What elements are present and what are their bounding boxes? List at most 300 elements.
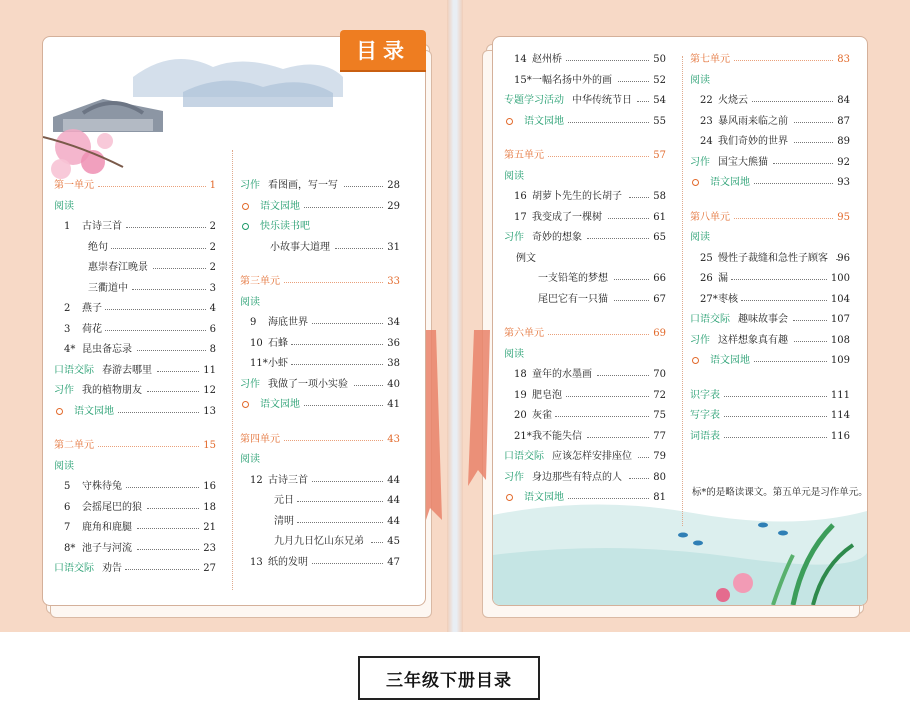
page-number: 75: [653, 410, 666, 421]
entry-label: 荷花: [82, 323, 102, 335]
toc-entry: [690, 251, 850, 267]
page-number: 87: [837, 115, 850, 127]
entry-label: 奇妙的想象: [532, 232, 582, 243]
entry-label: 第一单元: [54, 180, 94, 191]
entry-label: 昆虫备忘录: [82, 344, 132, 355]
bookmark-ribbon-right: [466, 330, 492, 490]
leader-dots: [836, 259, 840, 260]
toc-entry: [504, 271, 666, 287]
entry-label: 第七单元: [690, 54, 730, 65]
leader-dots: [297, 522, 383, 523]
toc-entry: [690, 353, 850, 369]
lesson-number: 4*: [64, 344, 76, 355]
lesson-number: 22: [700, 95, 713, 106]
entry-label: 纸的发明: [268, 556, 308, 568]
entry-label: 惠崇春江晚景: [88, 262, 148, 273]
leader-dots: [126, 227, 206, 228]
toc-entry: [54, 363, 216, 379]
leader-dots: [312, 563, 383, 564]
entry-label: 阅读: [240, 454, 260, 465]
leader-dots: [614, 279, 650, 280]
page-number: 29: [387, 200, 400, 212]
lesson-number: 11*: [250, 358, 268, 369]
page-number: 2: [209, 262, 216, 273]
entry-label: 语文园地: [74, 405, 114, 417]
lesson-number: 10: [250, 337, 263, 349]
lesson-number: 18: [514, 369, 527, 380]
leader-dots: [794, 341, 827, 342]
page-number: 108: [830, 334, 850, 346]
leader-dots: [344, 186, 384, 187]
toc-entry: [54, 219, 216, 235]
entry-tag: 口语交际: [690, 314, 730, 325]
page-number: 40: [387, 378, 400, 390]
toc-entry: [54, 404, 216, 420]
toc-entry: [504, 114, 666, 130]
leader-dots: [132, 289, 206, 290]
leader-dots: [98, 446, 199, 447]
lesson-number: 14: [514, 54, 527, 65]
toc-entry: [690, 155, 850, 171]
toc-entry: [504, 73, 666, 89]
page-number: 77: [653, 430, 666, 442]
leader-dots: [111, 248, 206, 249]
entry-label: 海底世界: [268, 317, 308, 328]
page-number: 107: [830, 314, 850, 325]
toc-entry: [240, 336, 400, 352]
lesson-number: 7: [64, 522, 71, 533]
page-number: 104: [830, 293, 850, 305]
entry-label: 语文园地: [524, 115, 564, 127]
lesson-number: 16: [514, 191, 527, 202]
entry-label: 火烧云: [718, 95, 748, 106]
page-number: 80: [653, 471, 666, 483]
leader-dots: [98, 186, 206, 187]
page-number: 61: [653, 211, 666, 223]
toc-entry: [504, 230, 666, 246]
toc-entry: [54, 260, 216, 276]
right-column-divider: [682, 56, 683, 526]
entry-tag: 习作: [504, 232, 524, 243]
page-number: 83: [837, 54, 850, 65]
lesson-number: 5: [64, 481, 71, 492]
toc-entry: [240, 514, 400, 530]
entry-label: 写字表: [690, 410, 720, 421]
page-number: 57: [653, 150, 666, 161]
footnote: 标*的是略读课文。第五单元是习作单元。: [692, 487, 868, 498]
toc-entry: [504, 449, 666, 465]
entry-label: 尾巴它有一只猫: [538, 293, 608, 305]
entry-tag: 习作: [54, 385, 74, 396]
leader-dots: [304, 405, 383, 406]
lesson-number: 9: [250, 317, 257, 328]
page-number: 66: [653, 273, 666, 284]
toc-entry: [690, 114, 850, 130]
toc-entry: [240, 315, 400, 331]
page-number: 8: [209, 344, 216, 355]
toc-entry: [690, 175, 850, 191]
leader-dots: [125, 569, 199, 570]
toc-entry: [54, 520, 216, 536]
toc-entry: [54, 322, 216, 338]
entry-label: 例文: [516, 252, 536, 264]
circle-bullet-icon: [56, 408, 63, 415]
entry-label: 语文园地: [524, 492, 564, 503]
page-number: 1: [209, 180, 216, 191]
entry-label: 漏: [718, 273, 728, 284]
circle-bullet-icon: [692, 179, 699, 186]
leader-dots: [371, 542, 384, 543]
lesson-number: 15*: [514, 74, 532, 86]
entry-label: 会摇尾巴的狼: [82, 501, 142, 513]
section-label: [54, 199, 216, 215]
underwater-illustration: [493, 495, 867, 605]
leader-dots: [731, 279, 827, 280]
leader-dots: [568, 498, 649, 499]
entry-label: 慢性子裁缝和急性子顾客: [718, 252, 828, 264]
circle-bullet-icon: [506, 494, 513, 501]
entry-label: 童年的水墨画: [532, 369, 592, 380]
leader-dots: [157, 371, 200, 372]
entry-label: 阅读: [504, 170, 524, 182]
page-number: 100: [830, 273, 850, 284]
leader-dots: [284, 440, 383, 441]
lesson-number: 23: [700, 115, 713, 127]
leader-dots: [137, 528, 200, 529]
toc-entry: [54, 342, 216, 358]
page-number: 28: [387, 180, 400, 191]
toc-entry: [54, 240, 216, 256]
entry-label: 我们奇妙的世界: [718, 136, 788, 147]
entry-label: 我做了一项小实验: [268, 378, 348, 390]
lesson-number: 6: [64, 501, 71, 513]
leader-dots: [568, 122, 649, 123]
lesson-number: 19: [514, 389, 527, 401]
entry-label: 阅读: [54, 200, 74, 212]
lesson-number: 26: [700, 273, 713, 284]
page-number: 15: [203, 440, 216, 451]
toc-entry: [54, 500, 216, 516]
entry-tag: 口语交际: [504, 451, 544, 462]
lesson-number: 21*: [514, 430, 532, 442]
lesson-number: 20: [514, 410, 527, 421]
toc-entry: [690, 408, 850, 424]
page-number: 50: [653, 54, 666, 65]
leader-dots: [147, 508, 199, 509]
entry-tag: 口语交际: [54, 563, 94, 574]
leader-dots: [734, 60, 833, 61]
page-number: 6: [209, 323, 216, 335]
entry-label: 词语表: [690, 430, 720, 442]
toc-entry: [504, 93, 666, 109]
entry-label: 小虾: [268, 358, 288, 369]
entry-label: 第二单元: [54, 440, 94, 451]
toc-entry: [240, 377, 400, 393]
toc-entry: [240, 555, 400, 571]
leader-dots: [587, 437, 650, 438]
entry-label: 池子与河流: [82, 542, 132, 554]
page-number: 92: [837, 156, 850, 168]
page-number: 44: [387, 515, 400, 527]
leader-dots: [312, 481, 383, 482]
page-number: 84: [837, 95, 850, 106]
page-number: 116: [830, 430, 850, 442]
leader-dots: [291, 364, 383, 365]
entry-label: 灰雀: [532, 410, 552, 421]
toc-entry: [504, 470, 666, 486]
entry-label: 劝告: [102, 563, 122, 574]
page-number: 72: [653, 389, 666, 401]
toc-entry: [690, 333, 850, 349]
toc-entry: [240, 240, 400, 256]
entry-label: 春游去哪里: [102, 364, 152, 376]
entry-tag: 专题学习活动: [504, 95, 564, 106]
unit-heading: [504, 148, 666, 164]
entry-label: 石蜂: [268, 337, 288, 349]
entry-label: 清明: [274, 515, 294, 527]
leader-dots: [555, 416, 649, 417]
lesson-number: 13: [250, 556, 263, 568]
page-number: 33: [387, 276, 400, 287]
section-label: [504, 169, 666, 185]
page-number: 23: [203, 542, 216, 554]
page-number: 13: [203, 405, 216, 417]
toc-entry: [504, 52, 666, 68]
page-number: 18: [203, 501, 216, 513]
entry-label: 阅读: [240, 296, 260, 308]
page-number: 2: [209, 221, 216, 232]
page-number: 55: [653, 115, 666, 127]
toc-entry: [690, 271, 850, 287]
section-label: [690, 230, 850, 246]
entry-label: 守株待兔: [82, 481, 122, 492]
entry-label: 暴风雨来临之前: [718, 115, 788, 127]
toc-entry: [690, 388, 850, 404]
leader-dots: [284, 282, 383, 283]
entry-label: 中华传统节日: [572, 95, 632, 106]
entry-label: 阅读: [54, 460, 74, 472]
section-label: [690, 73, 850, 89]
entry-label: 国宝大熊猫: [718, 156, 768, 168]
toc-entry: [54, 561, 216, 577]
leader-dots: [741, 300, 827, 301]
lesson-number: 25: [700, 252, 713, 264]
lesson-number: 2: [64, 303, 71, 314]
leader-dots: [754, 183, 833, 184]
entry-label: 一支铅笔的梦想: [538, 273, 608, 284]
leader-dots: [335, 248, 383, 249]
entry-tag: 习作: [504, 471, 524, 483]
page-number: 54: [653, 95, 666, 106]
entry-label: 燕子: [82, 303, 102, 314]
section-label: [504, 347, 666, 363]
page-number: 67: [653, 293, 666, 305]
page-number: 44: [387, 495, 400, 506]
entry-label: 元日: [274, 495, 294, 506]
entry-label: 我不能失信: [532, 430, 582, 442]
toc-entry: [690, 134, 850, 150]
leader-dots: [618, 81, 649, 82]
entry-label: 鹿角和鹿腿: [82, 522, 132, 533]
page-number: 27: [203, 563, 216, 574]
entry-label: 第三单元: [240, 276, 280, 287]
book-gutter: [447, 0, 463, 632]
lesson-number: 3: [64, 323, 71, 335]
leader-dots: [724, 396, 827, 397]
leader-dots: [734, 218, 833, 219]
lesson-number: 17: [514, 211, 527, 223]
leader-dots: [629, 478, 650, 479]
page-number: 41: [387, 399, 400, 410]
leader-dots: [354, 385, 383, 386]
unit-heading: [240, 274, 400, 290]
entry-label: 语文园地: [710, 355, 750, 366]
page-number: 93: [837, 177, 850, 188]
section-label: [240, 452, 400, 468]
toc-entry: [240, 178, 400, 194]
entry-tag: 口语交际: [54, 364, 94, 376]
page-number: 70: [653, 369, 666, 380]
leader-dots: [724, 416, 827, 417]
toc-entry: [504, 388, 666, 404]
lesson-number: 12: [250, 474, 263, 486]
toc-entry: [240, 493, 400, 509]
lesson-number: 24: [700, 136, 713, 147]
left-column-divider: [232, 150, 233, 590]
page-number: 111: [830, 389, 850, 401]
entry-label: 第六单元: [504, 328, 544, 339]
unit-heading: [54, 438, 216, 454]
entry-label: 第五单元: [504, 150, 544, 161]
caption: 三年级下册目录: [358, 656, 540, 700]
entry-label: 古诗三首: [268, 474, 308, 486]
page-number: 47: [387, 556, 400, 568]
page-number: 38: [387, 358, 400, 369]
page-number: 43: [387, 433, 400, 445]
leader-dots: [291, 344, 383, 345]
entry-label: 一幅名扬中外的画: [532, 74, 612, 86]
unit-heading: [690, 210, 850, 226]
page-number: 96: [837, 252, 850, 264]
leader-dots: [566, 396, 650, 397]
circle-bullet-icon: [692, 357, 699, 364]
entry-label: 语文园地: [260, 200, 300, 212]
entry-label: 语文园地: [710, 177, 750, 188]
leader-dots: [105, 309, 206, 310]
leader-dots: [566, 60, 650, 61]
lesson-number: 8*: [64, 542, 76, 554]
leader-dots: [637, 101, 649, 102]
section-label: [54, 459, 216, 475]
toc-entry: [690, 429, 850, 445]
toc-entry: [504, 251, 666, 267]
leader-dots: [597, 375, 649, 376]
toc-entry: [54, 383, 216, 399]
page-number: 34: [387, 317, 400, 328]
leader-dots: [794, 122, 834, 123]
entry-label: 我的植物朋友: [82, 385, 142, 396]
toc-entry: [504, 408, 666, 424]
toc-entry: [240, 534, 400, 550]
leader-dots: [105, 330, 206, 331]
leader-dots: [754, 361, 827, 362]
page-number: 16: [203, 481, 216, 492]
entry-label: 绝句: [88, 241, 108, 253]
entry-label: 阅读: [690, 74, 710, 86]
toc-entry: [240, 473, 400, 489]
unit-heading: [54, 178, 216, 194]
unit-heading: [690, 52, 850, 68]
toc-entry: [690, 93, 850, 109]
entry-label: 九月九日忆山东兄弟: [274, 536, 364, 547]
entry-label: 趣味故事会: [738, 314, 788, 325]
entry-label: 阅读: [504, 348, 524, 360]
toc-entry: [690, 292, 850, 308]
page-number: 12: [203, 385, 216, 396]
lesson-number: 1: [64, 221, 71, 232]
leader-dots: [147, 391, 199, 392]
leader-dots: [793, 320, 827, 321]
leader-dots: [126, 487, 199, 488]
leader-dots: [304, 207, 383, 208]
section-label: [240, 295, 400, 311]
circle-bullet-icon: [242, 223, 249, 230]
entry-label: 看图画，写一写: [268, 180, 338, 191]
page-number: 36: [387, 337, 400, 349]
toc-entry: [504, 292, 666, 308]
circle-bullet-icon: [242, 203, 249, 210]
entry-label: 肥皂泡: [532, 389, 562, 401]
toc-entry: [54, 541, 216, 557]
page-number: 52: [653, 74, 666, 86]
unit-heading: [504, 326, 666, 342]
leader-dots: [794, 142, 834, 143]
entry-label: 三衢道中: [88, 282, 128, 294]
leader-dots: [608, 218, 650, 219]
toc-entry: [54, 281, 216, 297]
leader-dots: [118, 412, 199, 413]
page-number: 4: [209, 303, 216, 314]
toc-entry: [54, 479, 216, 495]
leader-dots: [548, 156, 649, 157]
entry-tag: 习作: [690, 156, 710, 168]
toc-entry: [690, 312, 850, 328]
leader-dots: [773, 163, 834, 164]
entry-label: 身边那些有特点的人: [532, 471, 622, 483]
toc-entry: [240, 397, 400, 413]
entry-tag: 习作: [240, 378, 260, 390]
toc-entry: [240, 219, 400, 235]
entry-label: 古诗三首: [82, 221, 122, 232]
page-number: 2: [209, 241, 216, 253]
page-number: 114: [830, 410, 850, 421]
entry-label: 枣核: [718, 293, 738, 305]
entry-label: 语文园地: [260, 399, 300, 410]
toc-entry: [240, 199, 400, 215]
leader-dots: [629, 197, 650, 198]
entry-label: 赵州桥: [532, 54, 562, 65]
toc-title-tab: 目录: [340, 30, 426, 70]
circle-bullet-icon: [506, 118, 513, 125]
entry-label: 第八单元: [690, 211, 730, 223]
entry-tag: 习作: [690, 334, 710, 346]
entry-label: 第四单元: [240, 433, 280, 445]
toc-entry: [504, 189, 666, 205]
entry-label: 阅读: [690, 232, 710, 243]
page-number: 3: [209, 282, 216, 294]
page-number: 11: [203, 364, 216, 376]
unit-heading: [240, 432, 400, 448]
